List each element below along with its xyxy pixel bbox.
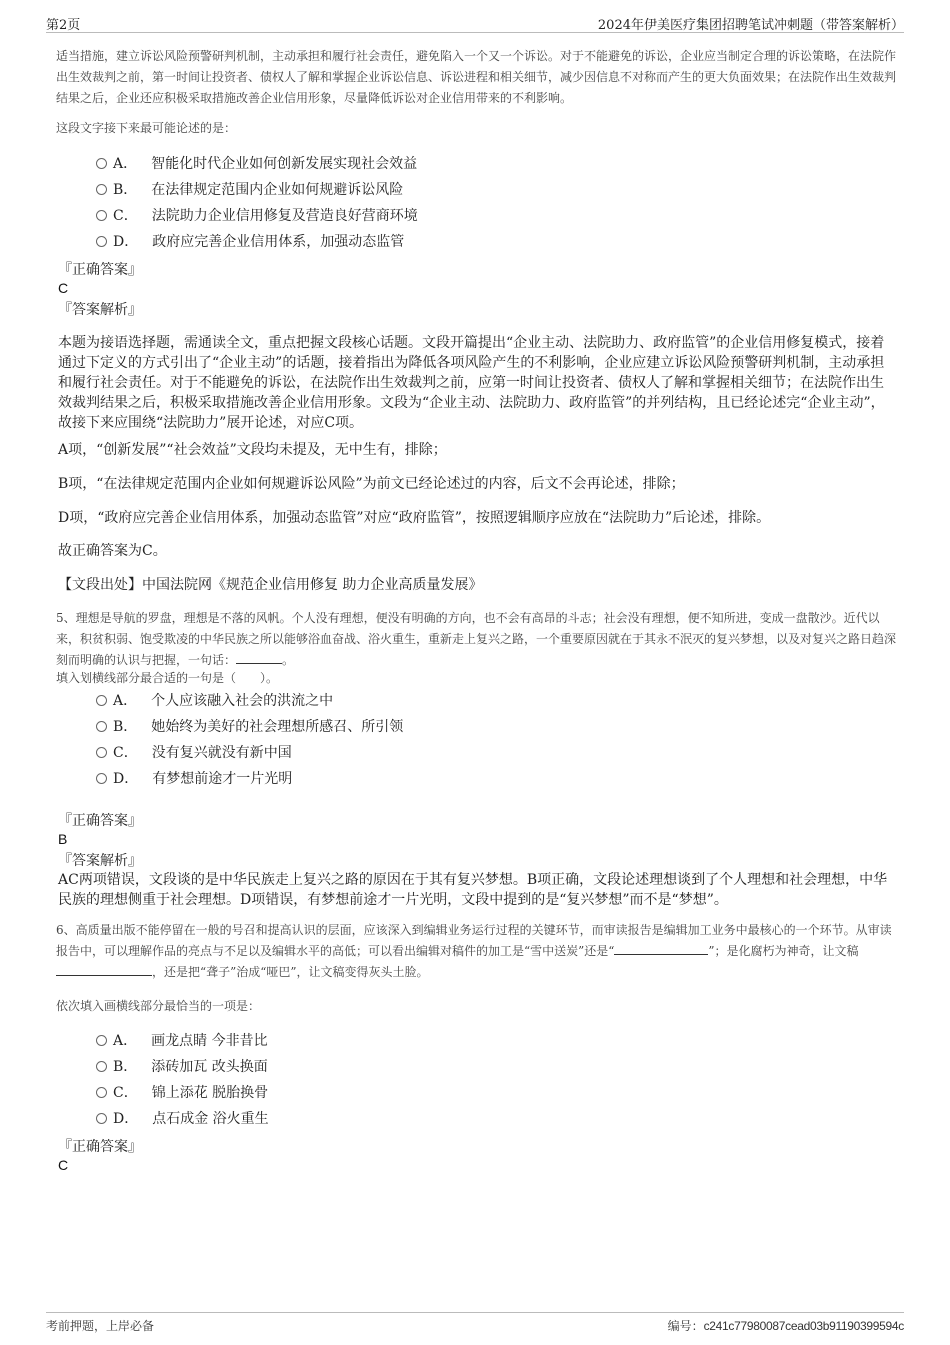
q6-blank-2[interactable] — [56, 963, 152, 976]
q5-analysis-label: 『答案解析』 — [58, 853, 142, 869]
radio-icon[interactable] — [96, 184, 107, 195]
radio-icon[interactable] — [96, 210, 107, 221]
radio-icon[interactable] — [96, 158, 107, 169]
q6-passage: 6、高质量出版不能停留在一般的号召和提高认识的层面，应该深入到编辑业务运行过程的关键环节，而审读报告是编辑加工业务中最核心的一个环节。从审读报告中，可以理解作品的亮点与不足以及编辑水平的高低；可以看出编辑对稿件的加工是“雪中送炭”还是“ ”；是化腐朽为神奇，让文稿，还是把“聋子”治成“哑巴”，让文稿变得灰头土脸。 — [56, 923, 892, 979]
q5-question: 填入划横线部分最合适的一句是（ ）。 — [56, 671, 279, 685]
q4-analysis-b: B项，“在法律规定范围内企业如何规避诉讼风险”为前文已经论述过的内容，后文不会再论述，排除； — [58, 476, 685, 492]
q4-options — [96, 151, 418, 255]
footer-slogan: 考前押题，上岸必备 — [46, 1319, 155, 1333]
q5-blank[interactable] — [236, 651, 282, 664]
radio-icon[interactable] — [96, 747, 107, 758]
q4-option-b[interactable]: B． 在法律规定范围内企业如何规避诉讼风险 — [96, 177, 418, 203]
q5-analysis: AC两项错误，文段谈的是中华民族走上复兴之路的原因在于其有复兴梦想。B项正确，文段论述理想谈到了个人理想和社会理想，中华民族的理想侧重于社会理想。D项错误，有梦想前途才一片光明，文段中提到的是“复兴梦想”而不是“梦想”。 — [58, 872, 888, 908]
q4-option-c[interactable]: C． 法院助力企业信用修复及营造良好营商环境 — [96, 203, 418, 229]
radio-icon[interactable] — [96, 773, 107, 784]
radio-icon[interactable] — [96, 1087, 107, 1098]
radio-icon[interactable] — [96, 1035, 107, 1046]
q6-question: 依次填入画横线部分最恰当的一项是： — [56, 999, 261, 1013]
radio-icon[interactable] — [96, 1113, 107, 1124]
q5-option-c[interactable]: C． 没有复兴就没有新中国 — [96, 740, 403, 766]
q4-passage: 适当措施，建立诉讼风险预警研判机制，主动承担和履行社会责任，避免陷入一个又一个诉讼。对于不能避免的诉讼，企业应当制定合理的诉讼策略，在法院作出生效裁判之前，第一时间让投资者、债权人了解和掌握企业诉讼信息、诉讼进程和相关细节，减少因信息不对称而产生的更大负面效果；在法院作出生效裁判结果之后，企业还应积极采取措施改善企业信用形象，尽量降低诉讼对企业信用带来的不利影响。 — [56, 49, 897, 105]
q4-answer-label: 『正确答案』 — [58, 262, 142, 278]
q6-answer: C — [58, 1157, 69, 1173]
q5-options — [96, 688, 403, 792]
q5-passage: 5、理想是导航的罗盘，理想是不落的风帆。个人没有理想，便没有明确的方向，也不会有高昂的斗志；社会没有理想，便不知所进，变成一盘散沙。近代以来，积贫积弱、饱受欺凌的中华民族之所以能够浴血奋战、浴火重生，重新走上复兴之路，一个重要原因就在于其永不泯灭的复兴梦想，以及对复兴之路日趋深刻而明确的认识与把握，一句话： 。 — [56, 611, 897, 667]
q4-answer: C — [58, 280, 69, 296]
q6-option-d[interactable]: D． 点石成金 浴火重生 — [96, 1106, 269, 1132]
q6-blank-1[interactable] — [614, 942, 708, 955]
radio-icon[interactable] — [96, 695, 107, 706]
q4-source: 【文段出处】中国法院网《规范企业信用修复 助力企业高质量发展》 — [58, 577, 483, 593]
q5-answer: B — [58, 831, 68, 847]
document-code: 编号：c241c77980087cead03b91190399594c — [667, 1319, 904, 1333]
q4-question: 这段文字接下来最可能论述的是： — [56, 121, 237, 135]
q4-analysis-label: 『答案解析』 — [58, 302, 142, 318]
page-footer — [46, 1312, 904, 1337]
q5-answer-label: 『正确答案』 — [58, 813, 142, 829]
q6-answer-label: 『正确答案』 — [58, 1139, 142, 1155]
document-title: 2024年伊美医疗集团招聘笔试冲刺题（带答案解析） — [597, 18, 904, 33]
q4-option-d[interactable]: D． 政府应完善企业信用体系，加强动态监管 — [96, 229, 418, 255]
q4-analysis-a: A项，“创新发展”“社会效益”文段均未提及，无中生有，排除； — [58, 442, 447, 458]
radio-icon[interactable] — [96, 236, 107, 247]
q4-analysis-main: 本题为接语选择题，需通读全文，重点把握文段核心话题。文段开篇提出“企业主动、法院助力、政府监管”的企业信用修复模式，接着通过下定义的方式引出了“企业主动”的话题，接着指出为降低各项风险产生的不利影响，企业应建立诉讼风险预警研判机制，主动承担和履行社会责任。对于不能避免的诉讼，在法院作出生效裁判之前，应第一时间让投资者、债权人了解和掌握相关细节；在法院作出生效裁判结果之后，积极采取措施改善企业信用形象。文段为“企业主动、法院助力、政府监管”的并列结构，且已经论述完“企业主动”，故接下来应围绕“法院助力”展开论述，对应C项。 — [58, 335, 885, 431]
q6-option-a[interactable]: A． 画龙点睛 今非昔比 — [96, 1028, 269, 1054]
page-number: 第2页 — [46, 18, 81, 33]
q4-analysis-conclusion: 故正确答案为C。 — [58, 543, 167, 559]
q5-option-b[interactable]: B． 她始终为美好的社会理想所感召、所引领 — [96, 714, 403, 740]
q4-analysis-d: D项，“政府应完善企业信用体系，加强动态监管”对应“政府监管”，按照逻辑顺序应放在“法院助力”后论述，排除。 — [58, 510, 771, 526]
page-header — [46, 10, 904, 33]
radio-icon[interactable] — [96, 721, 107, 732]
q6-option-b[interactable]: B． 添砖加瓦 改头换面 — [96, 1054, 269, 1080]
q6-options — [96, 1028, 269, 1132]
q4-option-a[interactable]: A． 智能化时代企业如何创新发展实现社会效益 — [96, 151, 418, 177]
radio-icon[interactable] — [96, 1061, 107, 1072]
q5-option-d[interactable]: D． 有梦想前途才一片光明 — [96, 766, 403, 792]
q5-option-a[interactable]: A． 个人应该融入社会的洪流之中 — [96, 688, 403, 714]
q6-option-c[interactable]: C． 锦上添花 脱胎换骨 — [96, 1080, 269, 1106]
